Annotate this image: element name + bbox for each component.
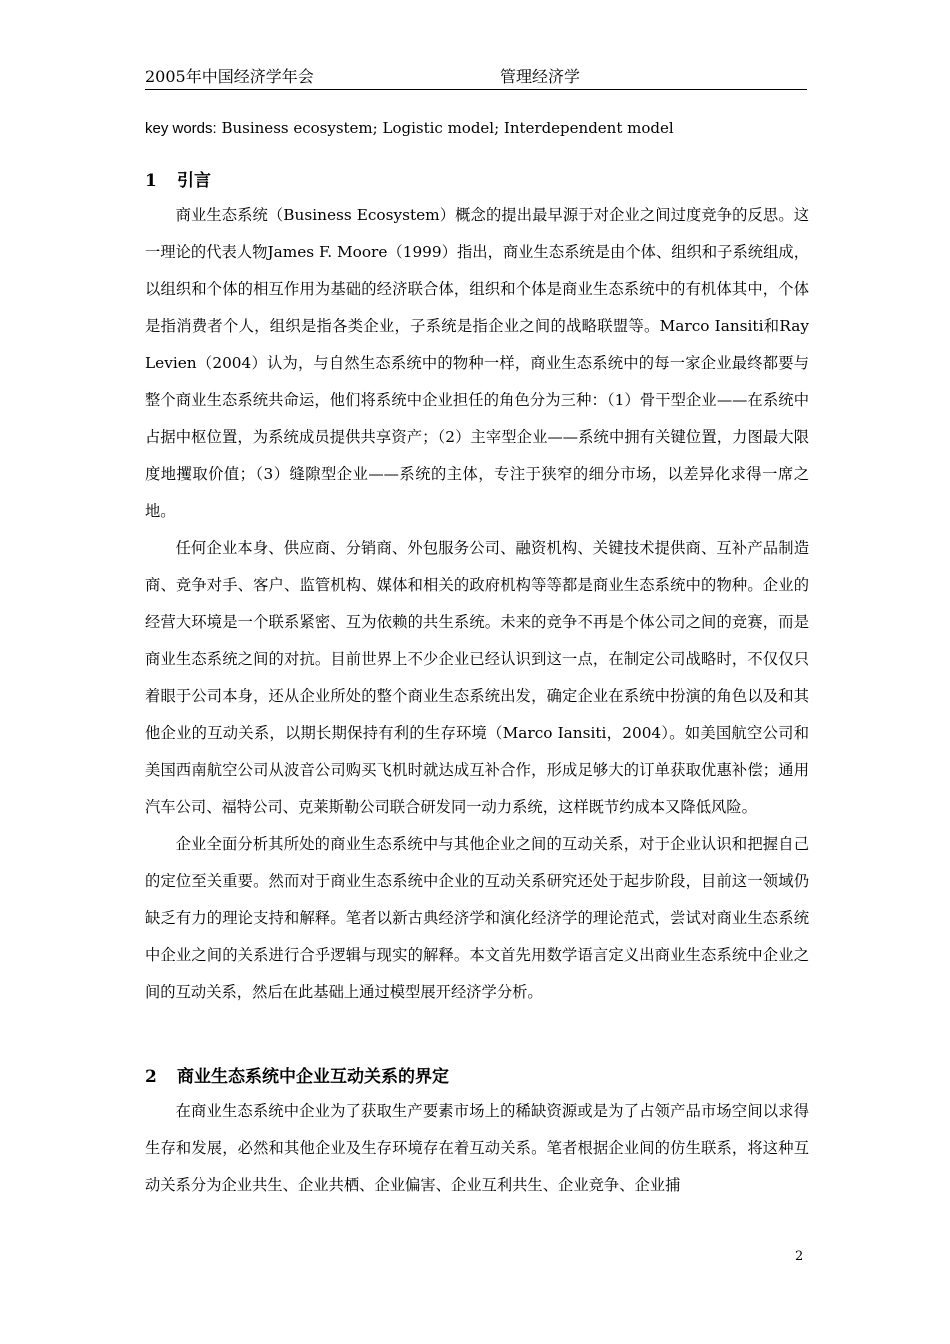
paragraph: 在商业生态系统中企业为了获取生产要素市场上的稀缺资源或是为了占领产品市场空间以求得生存和发展，必然和其他企业及生存环境存在着互动关系。笔者根据企业间的仿生联系，将这种互动关系分为企业共生、企业共栖、企业偏害、企业互利共生、企业竞争、企业捕	[145, 1102, 809, 1194]
keywords-text: Business ecosystem; Logistic model; Interdependent model	[216, 119, 674, 137]
section-2-number: 2	[145, 1067, 157, 1087]
section-1-heading	[145, 166, 825, 191]
paragraph: 企业全面分析其所处的商业生态系统中与其他企业之间的互动关系，对于企业认识和把握自己的定位至关重要。然而对于商业生态系统中企业的互动关系研究还处于起步阶段，目前这一领域仍缺乏有力的理论支持和解释。笔者以新古典经济学和演化经济学的理论范式，尝试对商业生态系统中企业之间的关系进行合乎逻辑与现实的解释。本文首先用数学语言定义出商业生态系统中企业之间的互动关系，然后在此基础上通过模型展开经济学分析。	[145, 835, 809, 1001]
header-section-title: 管理经济学	[500, 67, 581, 86]
section-2-heading	[145, 1062, 825, 1087]
section-2-body	[145, 1093, 809, 1204]
section-1-body	[145, 197, 809, 1011]
running-header	[145, 64, 807, 90]
section-1-title: 引言	[177, 171, 211, 191]
header-conference-title: 2005年中国经济学年会	[145, 67, 314, 86]
paragraph: 任何企业本身、供应商、分销商、外包服务公司、融资机构、关键技术提供商、互补产品制造商、竞争对手、客户、监管机构、媒体和相关的政府机构等等都是商业生态系统中的物种。企业的经营大环境是一个联系紧密、互为依赖的共生系统。未来的竞争不再是个体公司之间的竞赛，而是商业生态系统之间的对抗。目前世界上不少企业已经认识到这一点，在制定公司战略时，不仅仅只着眼于公司本身，还从企业所处的整个商业生态系统出发，确定企业在系统中扮演的角色以及和其他企业的互动关系，以期长期保持有利的生存环境（Marco Iansiti，2004）。如美国航空公司和美国西南航空公司从波音公司购买飞机时就达成互补合作，形成足够大的订单获取优惠补偿；通用汽车公司、福特公司、克莱斯勒公司联合研发同一动力系统，这样既节约成本又降低风险。	[145, 539, 809, 816]
paragraph: 商业生态系统（Business Ecosystem）概念的提出最早源于对企业之间过度竞争的反思。这一理论的代表人物James F. Moore（1999）指出，商业生态系统是由个体、组织和子系统组成，以组织和个体的相互作用为基础的经济联合体，组织和个体是商业生态系统中的有机体其中，个体是指消费者个人，组织是指各类企业，子系统是指企业之间的战略联盟等。Marco Iansiti和Ray Levien（2004）认为，与自然生态系统中的物种一样，商业生态系统中的每一家企业最终都要与整个商业生态系统共命运，他们将系统中企业担任的角色分为三种：（1）骨干型企业——在系统中占据中枢位置，为系统成员提供共享资产；（2）主宰型企业——系统中拥有关键位置，力图最大限度地攫取价值；（3）缝隙型企业——系统的主体，专注于狭窄的细分市场，以差异化求得一席之地。	[145, 206, 809, 520]
section-1-number: 1	[145, 171, 157, 191]
keywords-line	[145, 119, 825, 137]
keywords-label: key words:	[145, 120, 217, 137]
section-2-title: 商业生态系统中企业互动关系的界定	[177, 1067, 449, 1087]
page-number: 2	[795, 1249, 804, 1264]
